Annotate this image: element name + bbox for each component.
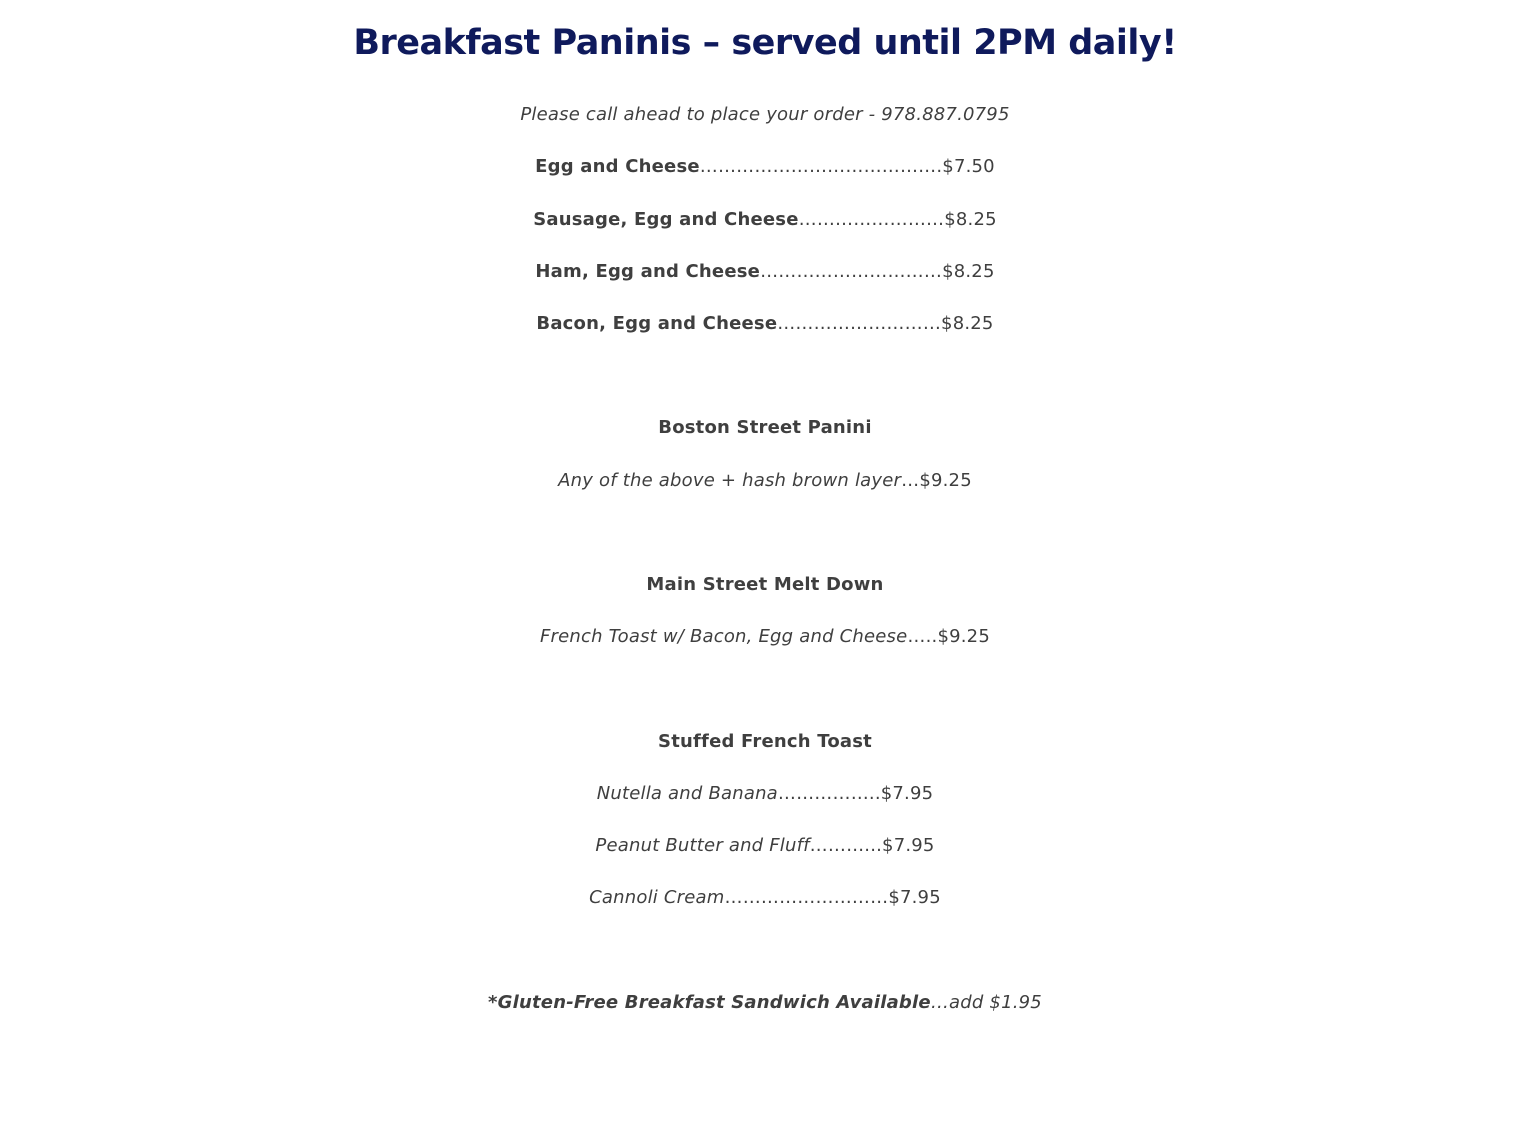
menu-item-egg-cheese [0,154,1530,180]
call-ahead-text: Please call ahead to place your order - 978.887.0795 [520,104,1010,125]
leader-dots: …………………… [798,209,945,230]
item-price: $7.95 [888,887,941,908]
gluten-free-suffix: …add $1.95 [930,992,1042,1013]
call-ahead-note [0,102,1530,128]
leader-dots: ………... [809,835,883,856]
section-heading-text: Stuffed French Toast [658,731,872,752]
item-price: $9.25 [937,626,990,647]
leader-dots: …………………………………. [699,156,943,177]
menu-item-sausage-egg-cheese [0,207,1530,233]
leader-dots: ………………………… [760,261,943,282]
leader-dots: … [901,470,920,491]
item-price: $9.25 [919,470,972,491]
item-name: Peanut Butter and Fluff [595,835,810,856]
item-name: Bacon, Egg and Cheese [536,313,778,334]
menu-item-main-street-melt [0,624,1530,650]
gluten-free-label: *Gluten-Free Breakfast Sandwich Available [488,992,931,1013]
section-heading-text: Main Street Melt Down [646,574,884,595]
item-price: $8.25 [941,313,994,334]
section-heading-text: Boston Street Panini [658,417,872,438]
leader-dots: …………….. [777,783,881,804]
item-price: $8.25 [942,261,995,282]
menu-item-ham-egg-cheese [0,259,1530,285]
leader-dots: ……………………… [724,887,889,908]
menu-item-nutella-banana [0,781,1530,807]
item-price: $7.95 [880,783,934,804]
item-name: Sausage, Egg and Cheese [533,209,799,230]
item-name: Ham, Egg and Cheese [535,261,761,282]
leader-dots: ……………………… [777,313,942,334]
item-price: $7.95 [882,835,935,856]
gluten-free-note [0,990,1530,1016]
menu-item-peanut-butter-fluff [0,833,1530,859]
menu-item-boston-panini [0,468,1530,494]
item-description: French Toast w/ Bacon, Egg and Cheese [540,626,908,647]
section-heading-stuffed-french-toast [0,729,1530,755]
item-price: $7.50 [942,156,995,177]
item-description: Any of the above + hash brown layer [558,470,902,491]
item-name: Egg and Cheese [535,156,700,177]
section-heading-main-street [0,572,1530,598]
section-heading-boston [0,415,1530,441]
menu-item-bacon-egg-cheese [0,311,1530,337]
menu-item-cannoli-cream [0,885,1530,911]
item-name: Nutella and Banana [596,783,778,804]
item-name: Cannoli Cream [589,887,725,908]
leader-dots: ….. [907,626,938,647]
item-price: $8.25 [944,209,997,230]
page-title: Breakfast Paninis – served until 2PM daily! [353,23,1177,63]
